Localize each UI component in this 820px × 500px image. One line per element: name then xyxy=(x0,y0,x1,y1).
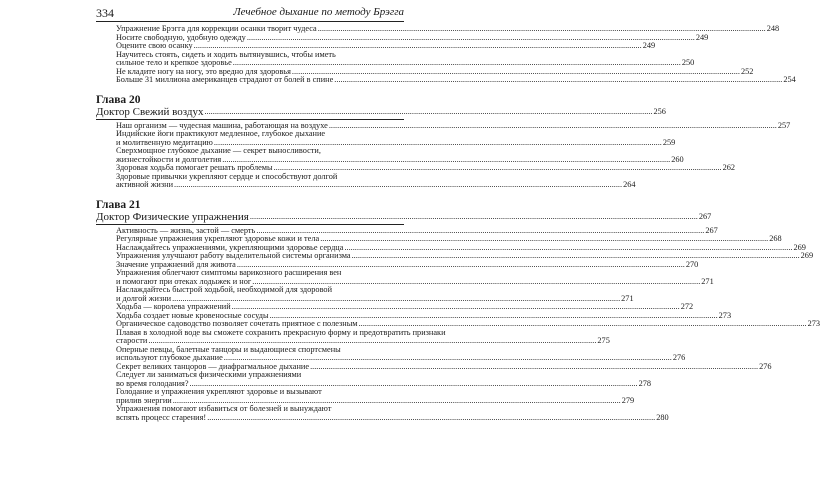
leader-dots xyxy=(274,164,722,173)
toc-entry-text: и молитвенную медитацию xyxy=(116,137,213,147)
chapter-entries xyxy=(96,225,820,423)
toc-entry-text: Активность — жизнь, застой — смерть xyxy=(116,225,256,235)
toc-entry-text: Ходьба — королева упражнений xyxy=(116,302,231,311)
toc-entry-page: 279 xyxy=(621,395,635,405)
toc-entry-text: активной жизни xyxy=(116,180,174,189)
toc-entry-text: Секрет великих танцоров — диафрагмальное дыхание xyxy=(116,361,310,371)
toc-entry-text: Научитесь стоять, сидеть и ходить вытянувшись, чтобы иметь xyxy=(116,49,336,59)
toc-entry-text: Упражнения облегчают симптомы варикозного расширения вен xyxy=(116,268,342,277)
toc-entry-page: 273 xyxy=(807,319,820,328)
toc-entry-page: 252 xyxy=(740,66,754,76)
toc-entry xyxy=(96,180,636,190)
toc-entry-text: Индийские йоги практикуют медленное, глубокое дыхание xyxy=(116,129,326,138)
toc-entry-page: 249 xyxy=(695,32,709,42)
toc-entry-text: Здоровая ходьба помогает решать проблемы xyxy=(116,163,273,172)
toc-entry-page: 276 xyxy=(759,361,772,371)
toc-entry-page: 270 xyxy=(685,259,699,269)
toc-entry-page: 250 xyxy=(681,58,695,67)
chapter-title: Доктор Физические упражнения xyxy=(96,210,249,223)
toc-entry-text: сильное тело и крепкое здоровье xyxy=(116,58,232,67)
toc-entry-page: 269 xyxy=(800,251,814,260)
toc-entry-page: 262 xyxy=(722,163,736,172)
toc-entry-page: 272 xyxy=(680,302,694,311)
toc-entry-page: 268 xyxy=(769,234,782,243)
header-rule xyxy=(96,21,404,22)
leader-dots xyxy=(334,76,782,85)
toc-entry-text: Наш организм — чудесная машина, работающая на воздухе xyxy=(116,120,328,130)
toc-entry-page: 260 xyxy=(671,154,684,164)
leader-dots xyxy=(204,106,652,118)
toc-entry-page: 273 xyxy=(718,310,732,320)
toc-entry-page: 259 xyxy=(662,137,676,147)
chapter-page: 256 xyxy=(653,106,666,116)
page-number: 334 xyxy=(96,6,114,20)
toc-entry-page: 248 xyxy=(766,24,780,33)
toc-entry-text: и помогают при отеках лодыжек и ног xyxy=(116,276,252,286)
leader-dots xyxy=(250,211,698,223)
toc-entry-text: Регулярные упражнения укрепляют здоровье кожи и тела xyxy=(116,234,320,243)
toc-entry-text: во время голодания? xyxy=(116,378,189,388)
toc-entry-text: Наслаждайтесь быстрой ходьбой, необходимой для здоровой xyxy=(116,285,333,294)
toc-entry-page: 280 xyxy=(656,412,669,422)
chapter-page: 267 xyxy=(698,211,712,221)
leader-dots xyxy=(207,414,655,423)
toc-entry-text: Голодание и упражнения укрепляют здоровье и вызывают xyxy=(116,387,322,396)
toc-entry-text: Упражнения помогают избавиться от болезней и вынуждают xyxy=(116,404,332,413)
toc-entry-text: старости xyxy=(116,336,148,345)
toc-entry-text: Здоровые привычки укрепляют сердце и способствуют долгой xyxy=(116,171,338,181)
toc-entry-text: прилив энергии xyxy=(116,395,172,405)
chapter-title-row xyxy=(96,210,712,223)
toc-entry-page: 254 xyxy=(783,75,796,84)
running-title: Лечебное дыхание по методу Брэгга xyxy=(233,6,404,18)
toc-entry-page: 276 xyxy=(672,353,686,362)
toc-entry-text: Носите свободную, удобную одежду xyxy=(116,32,246,42)
chapter-label: Глава 20 xyxy=(96,93,141,106)
toc-entry-text: Сверхмощное глубокое дыхание — секрет выносливости, xyxy=(116,146,321,155)
leader-dots xyxy=(310,363,758,372)
leader-dots xyxy=(329,122,777,131)
toc-entry-page: 278 xyxy=(638,378,652,388)
toc-entry-text: вспять процесс старения! xyxy=(116,412,207,422)
toc-entry-text: Не кладите ногу на ногу, это вредно для здоровья xyxy=(116,66,291,76)
toc-entry-text: используют глубокое дыхание xyxy=(116,353,223,362)
toc-entry-page: 275 xyxy=(597,336,610,345)
toc-entry-text: Органическое садоводство позволяет сочетать приятное с полезным xyxy=(116,319,358,328)
toc-entry-text: Больше 31 миллиона американцев страдают от болей в спине xyxy=(116,75,334,84)
toc-entry-text: Следует ли заниматься физическими упражнениями xyxy=(116,370,302,379)
toc-entry-page: 271 xyxy=(621,293,634,303)
chapter-rule xyxy=(96,224,404,225)
toc-entry-text: жизнестойкости и долголетия xyxy=(116,154,222,164)
toc-entry-page: 271 xyxy=(701,276,714,286)
toc-entry-page: 269 xyxy=(793,242,806,252)
toc-entry-text: Значение упражнений для живота xyxy=(116,259,236,269)
toc-entry-text: Упражнение Брэгга для коррекции осанки творит чудеса xyxy=(116,24,317,33)
chapter-entries xyxy=(96,120,791,190)
toc-entry-text: Плавая в холодной воде вы сможете сохранить прекрасную форму и предотвратить признаки xyxy=(116,327,446,337)
table-of-contents xyxy=(96,24,820,422)
chapter-label: Глава 21 xyxy=(96,198,141,211)
toc-entry xyxy=(96,75,796,85)
leader-dots xyxy=(174,181,622,190)
toc-entry-page: 249 xyxy=(642,41,656,50)
toc-entry xyxy=(96,412,669,423)
chapter-title-row xyxy=(96,105,666,118)
toc-entry-text: Упражнения улучшают работу выделительной системы организма xyxy=(116,251,351,260)
top-entries xyxy=(96,24,796,85)
toc-entry-text: и долгой жизни xyxy=(116,293,172,303)
chapter-rule xyxy=(96,119,404,120)
toc-entry-text: Оцените свою осанку xyxy=(116,41,193,50)
toc-entry-text: Ходьба создает новые кровеносные сосуды xyxy=(116,310,269,320)
toc-entry-text: Наслаждайтесь упражнениями, укрепляющими здоровье сердца xyxy=(116,242,344,252)
toc-entry-text: Оперные певцы, балетные танцоры и выдающиеся спортсмены xyxy=(116,344,341,354)
running-header xyxy=(96,6,404,20)
toc-entry-page: 257 xyxy=(777,120,791,130)
chapter-title: Доктор Свежий воздух xyxy=(96,105,204,118)
toc-entry-page: 267 xyxy=(705,225,718,235)
toc-entry-page: 264 xyxy=(623,180,636,189)
